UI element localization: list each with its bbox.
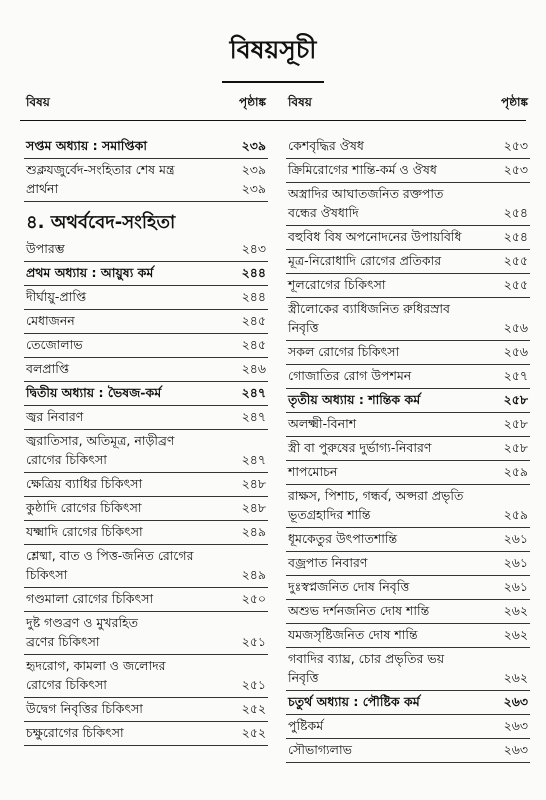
toc-entry-title: মেধাজনন <box>26 313 75 328</box>
toc-entry <box>24 449 268 473</box>
toc-entry <box>286 250 530 274</box>
toc-entry <box>286 341 530 365</box>
toc-entry <box>24 698 268 722</box>
toc-entry-page: ২৬১ <box>503 555 528 570</box>
toc-entry-title: পুষ্টিকর্ম <box>288 718 324 733</box>
toc-entry-title: অলক্ষ্মী-বিনাশ <box>288 416 357 431</box>
toc-entry-title: কেশবৃদ্ধির ঔষধ <box>288 138 364 153</box>
toc-entry <box>286 183 530 202</box>
toc-entry <box>286 365 530 389</box>
toc-entry-page: ২৫৬ <box>503 344 528 359</box>
toc-entry <box>24 722 268 746</box>
toc-entry-page: ২৬১ <box>503 579 528 594</box>
toc-entry-page: ২৫৫ <box>503 253 528 268</box>
toc-entry-page: ২৫৬ <box>503 320 528 335</box>
toc-entry-title: বজ্রপাত নিবারণ <box>288 555 368 570</box>
toc-entry-page: ২৫৯ <box>503 464 528 479</box>
toc-entry-title: সকল রোগের চিকিৎসা <box>288 344 400 359</box>
topic-header: বিষয় <box>288 95 312 109</box>
toc-entry <box>24 588 268 612</box>
toc-entry-page: ২৫১ <box>241 634 266 649</box>
toc-entry-page: ২৪৪ <box>241 265 266 280</box>
toc-entry-title: প্রার্থনা <box>26 181 59 196</box>
toc-entry-title: জ্বর নিবারণ <box>26 409 84 424</box>
toc-entry-page: ২৫৮ <box>503 440 528 455</box>
toc-entry-title: রোগের চিকিৎসা <box>26 452 107 467</box>
toc-entry <box>286 504 530 528</box>
toc-entry <box>24 564 268 588</box>
topic-header: বিষয় <box>26 95 50 109</box>
toc-entry <box>286 715 530 739</box>
toc-entry <box>24 473 268 497</box>
toc-entry-page: ২৪৯ <box>241 524 266 539</box>
toc-entry-page: ২৪৮ <box>241 500 266 515</box>
toc-entry-page: ২৬৩ <box>503 718 528 733</box>
toc-columns <box>20 94 526 794</box>
toc-entry-page: ২৫৯ <box>503 507 528 522</box>
toc-entry-page: ২৪৮ <box>241 476 266 491</box>
toc-entry <box>286 739 530 763</box>
toc-entry <box>286 159 530 183</box>
toc-entry <box>286 600 530 624</box>
toc-entry-page: ২৫৪ <box>503 205 528 220</box>
toc-entry-page: ২৪৯ <box>241 567 266 582</box>
toc-entry-title: বলপ্রাপ্তি <box>26 361 70 376</box>
toc-entry-title: গোজাতির রোগ উপশমন <box>288 368 412 383</box>
toc-entry <box>24 286 268 310</box>
toc-entry-title: শাপমোচন <box>288 464 338 479</box>
toc-entry <box>286 528 530 552</box>
toc-entry-title: তৃতীয় অধ্যায় : শান্তিক কর্ম <box>288 392 421 407</box>
toc-entry-title: দ্বিতীয় অধ্যায় : ভৈষজ-কর্ম <box>26 385 162 400</box>
toc-entry-title: সপ্তম অধ্যায় : সমাপ্তিকা <box>26 138 148 153</box>
toc-entry-title: চক্ষুরোগের চিকিৎসা <box>26 725 124 740</box>
toc-entry-title: ৪. অথর্ববেদ-সংহিতা <box>26 212 176 233</box>
toc-entry-page: ২৫৩ <box>503 162 528 177</box>
title-wrap <box>0 30 546 83</box>
toc-entry <box>24 521 268 545</box>
left-list-wrap <box>24 94 268 794</box>
toc-entry-page: ২৬২ <box>503 627 528 642</box>
toc-entry-page: ২৪৬ <box>241 361 266 376</box>
toc-entry <box>24 612 268 631</box>
toc-entry <box>286 461 530 485</box>
toc-entry <box>24 202 268 238</box>
toc-entry-page: ২৪৭ <box>241 452 266 467</box>
toc-entry-page: ২৫৮ <box>503 392 528 407</box>
toc-entry-page: ২৫৮ <box>503 416 528 431</box>
toc-entry-page: ২৫৫ <box>503 277 528 292</box>
toc-entry <box>286 576 530 600</box>
toc-entry-page: ২৫১ <box>241 677 266 692</box>
toc-entry-title: নিবৃত্তি <box>288 670 319 685</box>
toc-entry-title: দুষ্ট গণ্ডব্রণ ও মুখরহিত <box>26 615 138 630</box>
toc-entry-title: চিকিৎসা <box>26 567 68 582</box>
toc-entry-page: ২৬২ <box>503 670 528 685</box>
toc-entry-title: জ্বরাতিসার, অতিমূত্র, নাড়ীব্রণ <box>26 433 175 448</box>
toc-entry <box>286 389 530 413</box>
toc-entry <box>24 545 268 564</box>
toc-entry-title: স্ত্রী বা পুরুষের দুর্ভাগ্য-নিবারণ <box>288 440 432 455</box>
toc-entry-title: গবাদির ব্যাঘ্র, চোর প্রভৃতির ভয় <box>288 651 445 666</box>
toc-entry-title: শূলরোগের চিকিৎসা <box>288 277 386 292</box>
toc-entry-title: শ্লেষ্মা, বাত ও পিত্ত-জনিত রোগের <box>26 548 194 563</box>
toc-entry-page: ২৩৯ <box>241 162 266 177</box>
toc-entry <box>24 178 268 202</box>
toc-entry-title: ক্ষেত্রিয় ব্যাধির চিকিৎসা <box>26 476 143 491</box>
toc-entry-page: ২৫২ <box>241 725 266 740</box>
toc-entry-title: যমজসৃষ্টিজনিত দোষ শান্তি <box>288 627 418 642</box>
toc-entry-title: সৌভাগ্যলাভ <box>288 742 352 757</box>
toc-entry-title: ভূতগ্রহাদির শান্তি <box>288 507 371 522</box>
toc-entry <box>24 262 268 286</box>
toc-entry-title: বন্ধের ঔষধাদি <box>288 205 359 220</box>
toc-entry <box>286 274 530 298</box>
toc-entry-page: ২৪৩ <box>241 241 266 256</box>
toc-entry-title: নিবৃত্তি <box>288 320 319 335</box>
right-entry-list <box>286 127 530 763</box>
toc-entry-title: হৃদরোগ, কামলা ও জলোদর <box>26 658 166 673</box>
toc-entry-page: ২৬১ <box>503 531 528 546</box>
toc-entry-title: স্ত্রীলোকের ব্যাধিজনিত রুধিরস্রাব <box>288 301 451 316</box>
toc-entry <box>286 135 530 159</box>
toc-entry-title: মূত্র-নিরোধাদি রোগের প্রতিকার <box>288 253 442 268</box>
toc-entry-title: উদ্বেগ নিবৃত্তির চিকিৎসা <box>26 701 143 716</box>
toc-entry <box>24 655 268 674</box>
toc-entry-title: প্রথম অধ্যায় : আয়ুষ্য কর্ম <box>26 265 154 280</box>
toc-entry <box>286 691 530 715</box>
toc-entry <box>24 310 268 334</box>
toc-entry <box>24 159 268 178</box>
toc-entry-title: ব্রণের চিকিৎসা <box>26 634 100 649</box>
toc-entry-page: ২৩৯ <box>241 181 266 196</box>
toc-entry <box>286 648 530 667</box>
toc-entry-page: ২৫৪ <box>503 229 528 244</box>
page-header: পৃষ্ঠাঙ্ক <box>239 95 266 109</box>
toc-entry-page: ২৪৭ <box>241 409 266 424</box>
toc-entry-title: চতুর্থ অধ্যায় : পৌষ্টিক কর্ম <box>288 694 420 709</box>
toc-entry-title: শুক্লযজুর্বেদ-সংহিতার শেষ মন্ত্র <box>26 162 175 177</box>
toc-entry <box>24 334 268 358</box>
right-list-wrap <box>286 94 530 794</box>
toc-entry-title: ধূমকেতুর উৎপাতশান্তি <box>288 531 398 546</box>
toc-entry-title: গণ্ডমালা রোগের চিকিৎসা <box>26 591 154 606</box>
toc-entry-title: যক্ষ্মাদি রোগের চিকিৎসা <box>26 524 143 539</box>
toc-entry-page: ২৫২ <box>241 701 266 716</box>
toc-entry <box>24 497 268 521</box>
toc-entry <box>24 406 268 430</box>
toc-entry <box>286 667 530 691</box>
toc-entry-title: কুষ্ঠাদি রোগের চিকিৎসা <box>26 500 142 515</box>
toc-entry-page: ২৫৭ <box>503 368 528 383</box>
toc-entry <box>286 317 530 341</box>
left-entry-list <box>24 127 268 746</box>
toc-entry <box>286 226 530 250</box>
toc-entry-page: ২৫৩ <box>503 138 528 153</box>
toc-entry-title: রাক্ষস, পিশাচ, গন্ধর্ব, অপ্সরা প্রভৃতি <box>288 488 464 503</box>
toc-entry-title: ক্রিমিরোগের শান্তি-কর্ম ও ঔষধ <box>288 162 437 177</box>
toc-entry <box>24 358 268 382</box>
toc-entry-page: ২৫০ <box>241 591 266 606</box>
toc-entry-page: ২৬২ <box>503 603 528 618</box>
page-title: বিষয়সূচী <box>222 30 325 83</box>
toc-entry-title: তেজোলাভ <box>26 337 83 352</box>
toc-entry <box>24 631 268 655</box>
toc-entry-page: ২৬৩ <box>503 742 528 757</box>
toc-entry <box>286 298 530 317</box>
toc-entry <box>286 485 530 504</box>
toc-entry-page: ২৪৫ <box>241 337 266 352</box>
page-header: পৃষ্ঠাঙ্ক <box>501 95 528 109</box>
toc-entry <box>286 413 530 437</box>
toc-entry-page: ২৪৫ <box>241 313 266 328</box>
toc-entry <box>24 674 268 698</box>
toc-entry-page: ২৪৪ <box>241 289 266 304</box>
toc-entry <box>24 238 268 262</box>
toc-entry <box>24 430 268 449</box>
toc-entry-title: বহুবিধ বিষ অপনোদনের উপায়বিধি <box>288 229 462 244</box>
toc-entry-title: দুঃস্বপ্নজনিত দোষ নিবৃত্তি <box>288 579 410 594</box>
toc-entry-page: ২৬৩ <box>503 694 528 709</box>
toc-entry <box>286 624 530 648</box>
toc-entry-title: দীর্ঘায়ু-প্রাপ্তি <box>26 289 87 304</box>
toc-entry <box>286 202 530 226</box>
toc-entry-title: উপারম্ভ <box>26 241 65 256</box>
toc-entry <box>286 437 530 461</box>
toc-entry <box>24 382 268 406</box>
toc-entry-title: অস্ত্রাদির আঘাতজনিত রক্তপাত <box>288 186 444 201</box>
toc-entry-page: ২৩৯ <box>241 138 266 153</box>
toc-entry-title: অশুভ দর্শনজনিত দোষ শান্তি <box>288 603 430 618</box>
toc-entry-page: ২৪৭ <box>241 385 266 400</box>
toc-entry <box>24 135 268 159</box>
toc-entry-title: রোগের চিকিৎসা <box>26 677 107 692</box>
toc-entry <box>286 552 530 576</box>
